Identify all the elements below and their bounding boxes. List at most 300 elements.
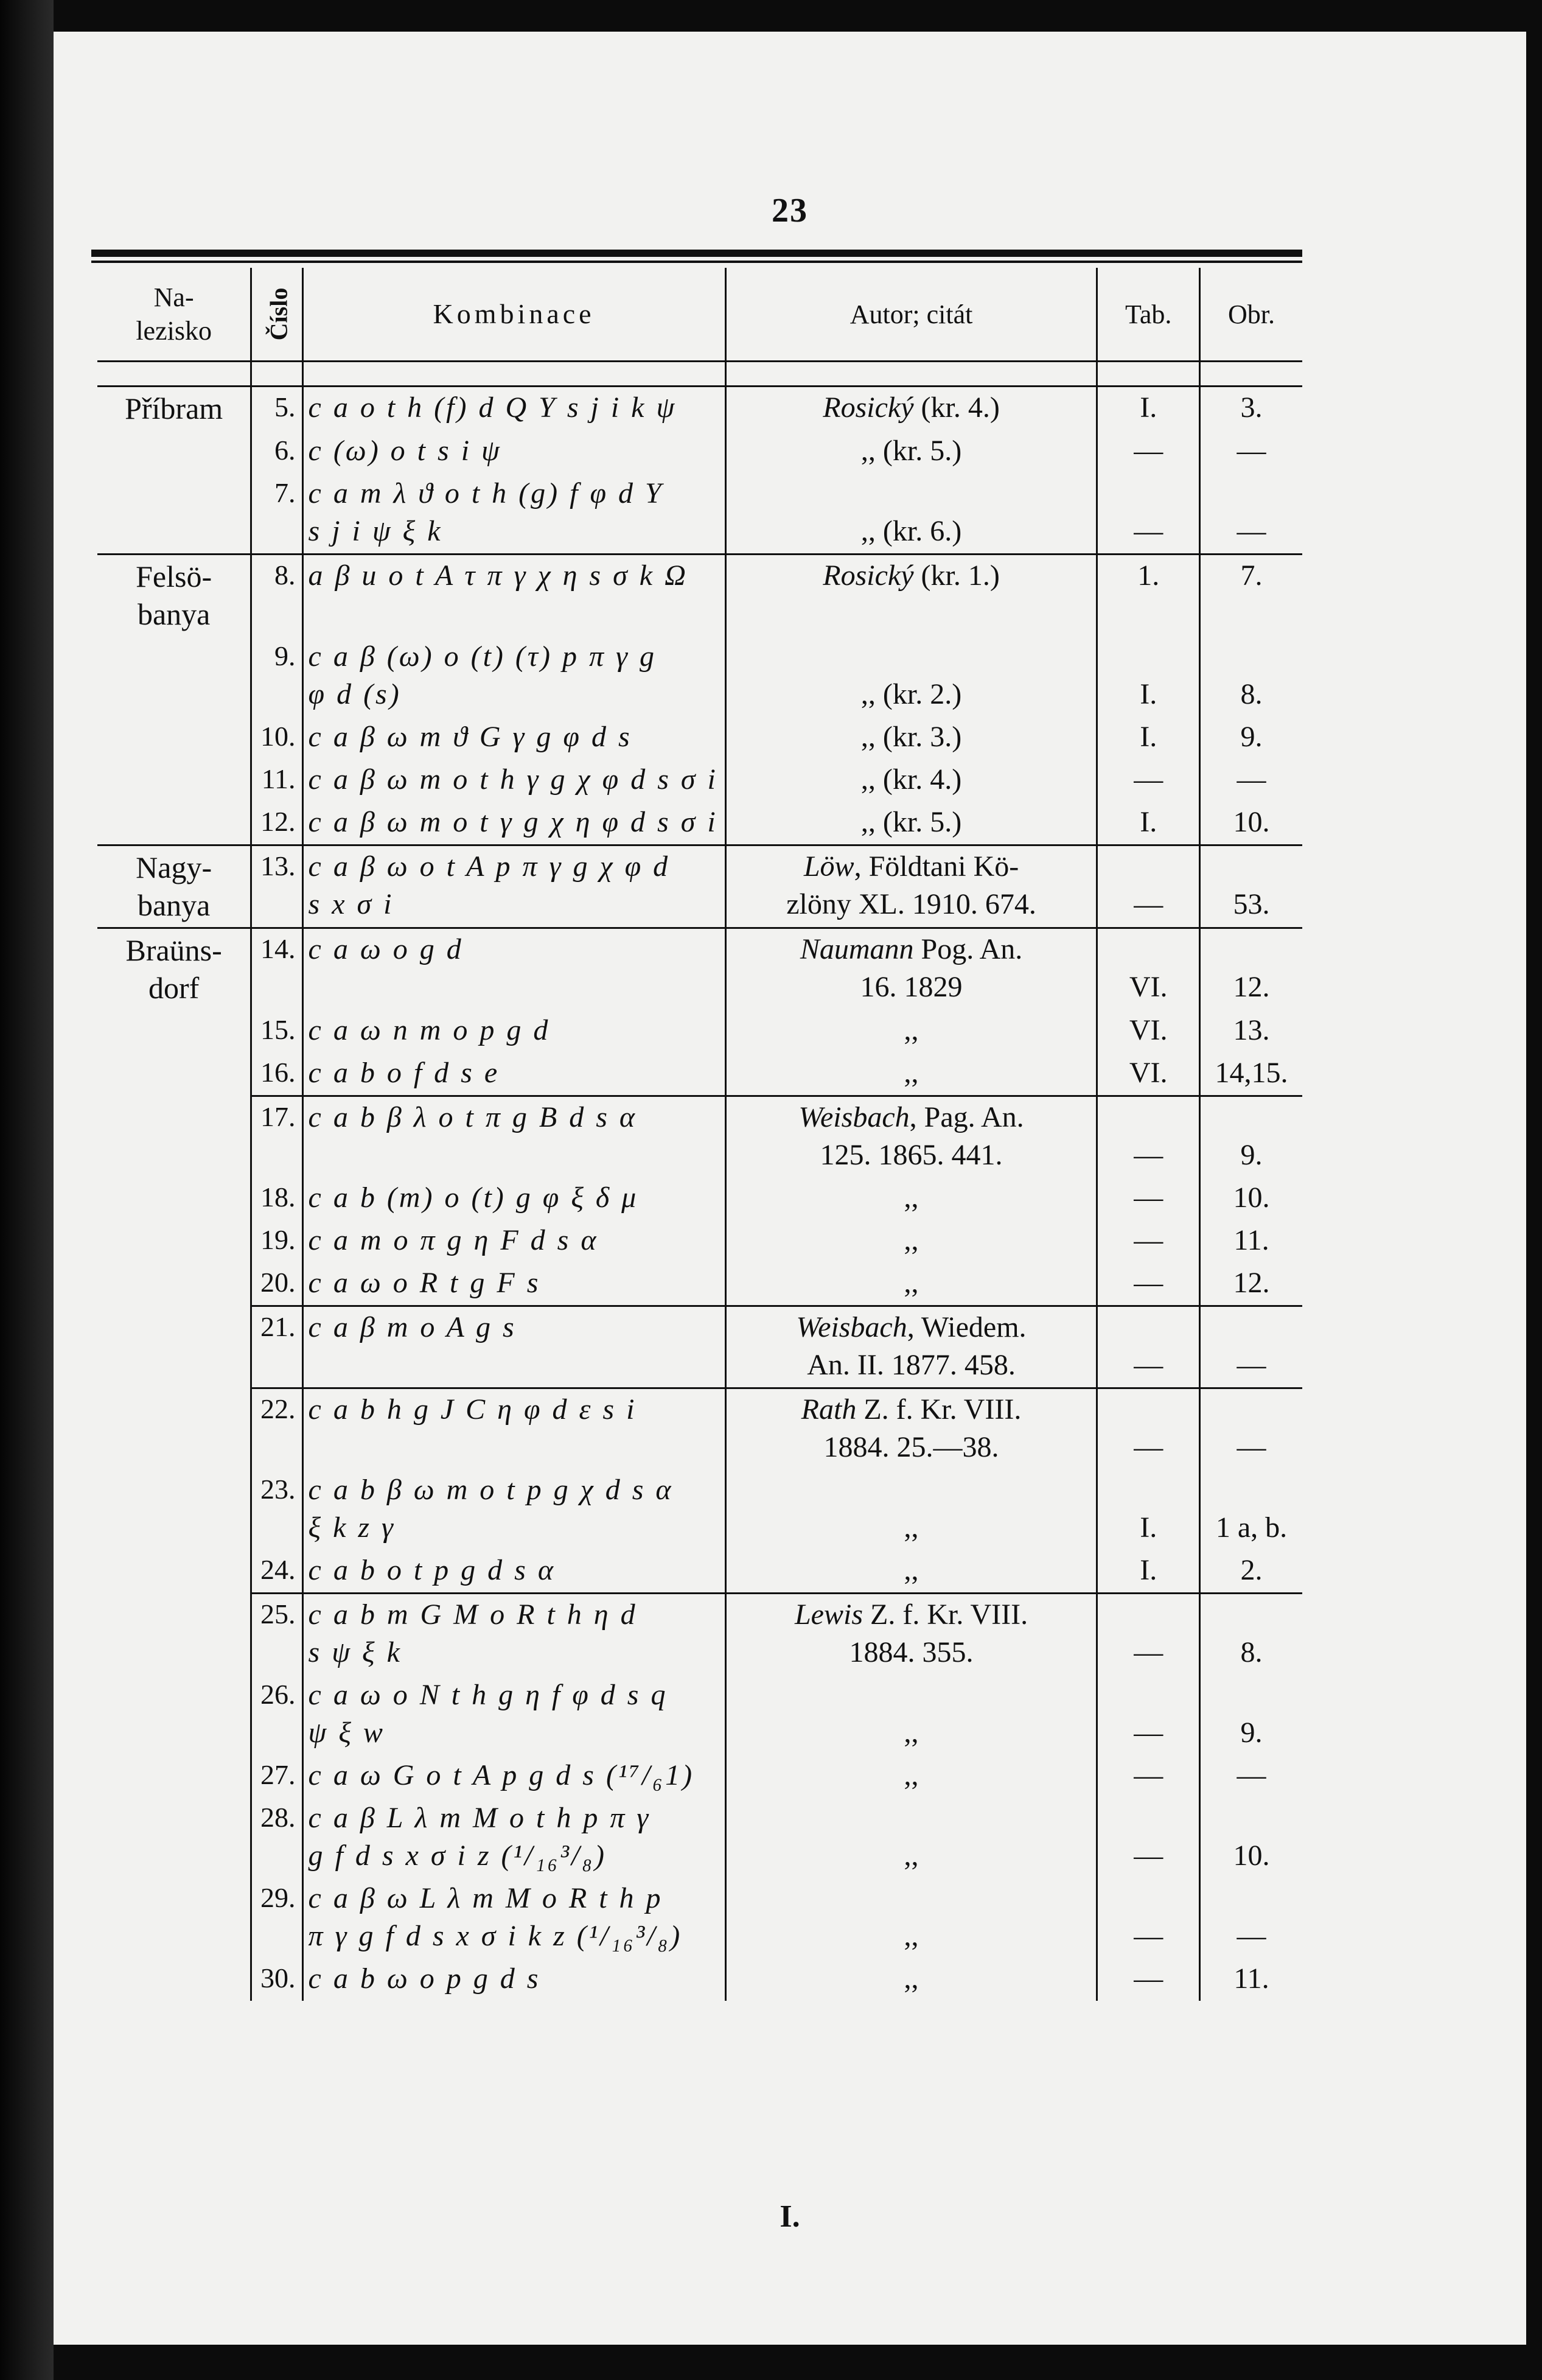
- row-number-line: [257, 1715, 295, 1752]
- combination-formula-line: c a b h g J C η φ d ε s i: [308, 1393, 637, 1426]
- author-citation: [725, 1878, 1097, 1958]
- row-number-line: [257, 676, 295, 714]
- author-citation: [725, 473, 1097, 555]
- combination-formula-line: [309, 1137, 720, 1175]
- figure-ref-line: [1205, 639, 1297, 676]
- author-citation-line: ,,: [904, 1553, 919, 1586]
- row-number: [251, 1878, 302, 1958]
- table-ref-line: —: [1134, 1223, 1163, 1256]
- top-rule: [91, 250, 1302, 257]
- combination-formula-line: c a β ω m o t γ g χ η φ d s σ i: [308, 805, 718, 838]
- author-citation-line: Weisbach, Wiedem.: [796, 1311, 1027, 1343]
- author-citation-line: ,,: [904, 1839, 919, 1872]
- locality-cell: [97, 1052, 251, 1096]
- table-row: [97, 845, 1302, 928]
- table-row: [97, 1052, 1302, 1096]
- locality-cell: [97, 1878, 251, 1958]
- combination-formula-line: c a β (ω) o (t) (τ) p π γ g: [308, 640, 657, 673]
- combination-formula-line: φ d (s): [308, 677, 402, 710]
- locality-name: Nagy-: [136, 850, 212, 884]
- author-citation: [725, 928, 1097, 1010]
- table-ref-line: —: [1134, 1919, 1163, 1952]
- page-number: 23: [772, 192, 808, 229]
- author-citation-line: Rath Z. f. Kr. VIII.: [801, 1393, 1022, 1426]
- figure-ref: [1199, 1593, 1302, 1675]
- row-number-line: 29.: [260, 1881, 296, 1913]
- locality-cell: [97, 1550, 251, 1594]
- table-ref: [1097, 1797, 1200, 1878]
- table-row: [97, 1878, 1302, 1958]
- figure-ref-line: 9.: [1240, 720, 1263, 753]
- table-ref: [1097, 1675, 1200, 1755]
- table-ref: [1097, 1958, 1200, 2001]
- combination-formula-line: c a m λ ϑ o t h (g) f φ d Y: [308, 477, 664, 509]
- figure-ref-line: [1205, 1099, 1297, 1137]
- figure-ref-line: 10.: [1233, 805, 1270, 838]
- locality-cell: [97, 1220, 251, 1262]
- row-number: [251, 554, 302, 636]
- row-number-line: [257, 513, 295, 551]
- row-number-line: 21.: [260, 1311, 296, 1342]
- table-ref-line: 1.: [1137, 559, 1160, 592]
- table-row: [97, 1177, 1302, 1220]
- author-citation-line: [731, 639, 1092, 676]
- table-header-row: [97, 268, 1302, 362]
- table-ref: [1097, 1878, 1200, 1958]
- author-citation-line: ,, (kr. 5.): [860, 805, 962, 838]
- table-ref-line: —: [1134, 1636, 1163, 1668]
- table-row: [97, 1096, 1302, 1177]
- author-citation-line: ,, (kr. 3.): [860, 720, 962, 753]
- row-number-line: 6.: [274, 434, 296, 466]
- locality-cell: [97, 1469, 251, 1550]
- figure-ref: [1199, 1262, 1302, 1306]
- row-number: [251, 636, 302, 716]
- author-citation: [725, 1958, 1097, 2001]
- top-rule-thin: [91, 261, 1302, 263]
- figure-ref-line: —: [1237, 434, 1266, 467]
- row-number-line: [257, 1137, 295, 1175]
- figure-ref: [1199, 1388, 1302, 1469]
- table-ref: [1097, 928, 1200, 1010]
- combination-formula: [302, 1388, 725, 1469]
- figure-ref: [1199, 430, 1302, 473]
- author-citation: [725, 1797, 1097, 1878]
- figure-ref: [1199, 716, 1302, 759]
- row-number: [251, 802, 302, 845]
- row-number-line: 24.: [260, 1553, 296, 1585]
- author-citation: [725, 1096, 1097, 1177]
- author-citation: [725, 1306, 1097, 1388]
- figure-ref: [1199, 554, 1302, 636]
- locality-cell: [97, 387, 251, 430]
- combination-formula: [302, 1755, 725, 1797]
- figure-ref-line: [1205, 1880, 1297, 1918]
- combination-formula-line: c a b ω o p g d s: [308, 1962, 541, 1995]
- author-citation-line: ,,: [904, 1266, 919, 1299]
- row-number-line: 22.: [260, 1393, 296, 1424]
- figure-ref: [1199, 1177, 1302, 1220]
- table-ref-line: I.: [1140, 805, 1157, 838]
- author-citation: [725, 430, 1097, 473]
- figure-ref-line: —: [1237, 1759, 1266, 1791]
- header-locality: Na- lezisko: [97, 268, 251, 362]
- figure-ref-line: 10.: [1233, 1839, 1270, 1872]
- locality-cell: [97, 554, 251, 636]
- table-ref: [1097, 845, 1200, 928]
- figure-ref: [1199, 1096, 1302, 1177]
- figure-ref: [1199, 636, 1302, 716]
- figure-ref-line: —: [1237, 1430, 1266, 1463]
- combination-formula-line: c a ω n m o p g d: [308, 1013, 551, 1046]
- author-citation: [725, 1262, 1097, 1306]
- combinations-table: [97, 268, 1302, 2001]
- author-citation: [725, 716, 1097, 759]
- figure-ref: [1199, 759, 1302, 802]
- figure-ref: [1199, 1675, 1302, 1755]
- combination-formula-line: c a β ω m o t h γ g χ φ d s σ i: [308, 763, 718, 796]
- table-ref: [1097, 1469, 1200, 1550]
- author-citation-line: ,,: [904, 1223, 919, 1256]
- combination-formula: [302, 845, 725, 928]
- table-ref-line: [1103, 1472, 1194, 1510]
- table-ref: [1097, 1306, 1200, 1388]
- author-citation: [725, 1052, 1097, 1096]
- signature-mark: I.: [780, 2199, 800, 2234]
- author-citation: [725, 759, 1097, 802]
- table-row: [97, 1388, 1302, 1469]
- combination-formula-line: a β u o t A τ π γ χ η s σ k Ω: [308, 559, 688, 592]
- combination-formula-line: c a ω o R t g F s: [308, 1266, 541, 1299]
- author-citation-line: 1884. 25.—38.: [823, 1430, 999, 1463]
- table-row: [97, 759, 1302, 802]
- combination-formula: [302, 1096, 725, 1177]
- table-body: [97, 387, 1302, 2001]
- locality-cell: [97, 1262, 251, 1306]
- combination-formula: [302, 1177, 725, 1220]
- author-citation-line: ,,: [904, 1511, 919, 1544]
- figure-ref-line: 11.: [1233, 1962, 1269, 1995]
- figure-ref: [1199, 1755, 1302, 1797]
- table-ref: [1097, 387, 1200, 430]
- locality-name: dorf: [148, 971, 200, 1005]
- figure-ref-line: 7.: [1240, 559, 1263, 592]
- row-number: [251, 1469, 302, 1550]
- author-citation: [725, 1177, 1097, 1220]
- row-number: [251, 716, 302, 759]
- row-number: [251, 1052, 302, 1096]
- combination-formula-line: c a m o π g η F d s α: [308, 1223, 599, 1256]
- figure-ref-line: [1205, 931, 1297, 969]
- table-row: [97, 1469, 1302, 1550]
- figure-ref-line: 12.: [1233, 970, 1270, 1003]
- table-ref: [1097, 1262, 1200, 1306]
- row-number: [251, 1755, 302, 1797]
- author-citation-line: Weisbach, Pag. An.: [798, 1101, 1024, 1133]
- table-ref: [1097, 1550, 1200, 1594]
- table-row: [97, 928, 1302, 1010]
- figure-ref: [1199, 845, 1302, 928]
- row-number-line: 19.: [260, 1223, 296, 1255]
- combination-formula-line: c a β ω o t A p π γ g χ φ d: [308, 850, 671, 883]
- combination-formula-line: π γ g f d s x σ i k z (¹/₁₆³/₈): [308, 1919, 683, 1952]
- header-tab: Tab.: [1097, 268, 1200, 362]
- figure-ref-line: —: [1237, 763, 1266, 796]
- combination-formula-line: c a b o t p g d s α: [308, 1553, 556, 1586]
- author-citation-line: [731, 475, 1092, 513]
- author-citation: [725, 802, 1097, 845]
- combination-formula: [302, 1878, 725, 1958]
- combination-formula-line: c a b o f d s e: [308, 1056, 500, 1089]
- row-number: [251, 1262, 302, 1306]
- table-row: [97, 1675, 1302, 1755]
- author-citation-line: ,, (kr. 5.): [860, 434, 962, 467]
- figure-ref-line: 12.: [1233, 1266, 1270, 1299]
- combination-formula: [302, 430, 725, 473]
- combination-formula-line: s j i ψ ξ k: [308, 514, 443, 547]
- table-ref: [1097, 473, 1200, 555]
- table-ref: [1097, 802, 1200, 845]
- table-row: [97, 430, 1302, 473]
- table-ref-line: —: [1134, 434, 1163, 467]
- figure-ref-line: 14,15.: [1215, 1056, 1288, 1089]
- row-number-line: 11.: [261, 763, 296, 794]
- locality-cell: [97, 473, 251, 555]
- figure-ref-line: 1 a, b.: [1215, 1511, 1288, 1544]
- author-citation: [725, 845, 1097, 928]
- table-ref: [1097, 636, 1200, 716]
- author-citation-line: 125. 1865. 441.: [820, 1138, 1003, 1171]
- row-number: [251, 430, 302, 473]
- locality-cell: [97, 845, 251, 928]
- figure-ref: [1199, 1878, 1302, 1958]
- figure-ref-line: 9.: [1240, 1138, 1263, 1171]
- row-number-line: 7.: [274, 477, 296, 508]
- table-ref-line: [1103, 475, 1194, 513]
- figure-ref: [1199, 1797, 1302, 1878]
- header-number: Číslo: [251, 268, 302, 362]
- table-ref-line: —: [1134, 1348, 1163, 1381]
- row-number-line: 15.: [260, 1013, 296, 1045]
- author-citation-line: ,, (kr. 2.): [860, 677, 962, 710]
- combination-formula-line: c a β L λ m M o t h p π γ: [308, 1801, 651, 1834]
- locality-cell: [97, 1675, 251, 1755]
- table-ref-line: [1103, 1391, 1194, 1429]
- table-ref-line: [1103, 1597, 1194, 1634]
- table-ref-line: —: [1134, 1181, 1163, 1214]
- combination-formula-line: s ψ ξ k: [308, 1636, 402, 1668]
- combinations-table-wrap: [97, 268, 1302, 2001]
- table-ref-line: [1103, 1800, 1194, 1838]
- figure-ref: [1199, 1052, 1302, 1096]
- figure-ref-line: [1205, 1800, 1297, 1838]
- row-number-line: 12.: [260, 805, 296, 837]
- locality-cell: [97, 1958, 251, 2001]
- row-number: [251, 1010, 302, 1052]
- row-number: [251, 759, 302, 802]
- table-ref-line: VI.: [1129, 1013, 1168, 1046]
- table-ref-line: —: [1134, 887, 1163, 920]
- figure-ref-line: [1205, 1597, 1297, 1634]
- table-ref: [1097, 1010, 1200, 1052]
- figure-ref: [1199, 802, 1302, 845]
- combination-formula: [302, 387, 725, 430]
- figure-ref: [1199, 473, 1302, 555]
- combination-formula: [302, 1469, 725, 1550]
- row-number: [251, 1220, 302, 1262]
- row-number-line: 10.: [260, 720, 296, 752]
- author-citation-line: ,,: [904, 1919, 919, 1952]
- author-citation-line: Löw, Földtani Kö-: [803, 850, 1019, 883]
- row-number-line: [257, 969, 295, 1007]
- combination-formula: [302, 1052, 725, 1096]
- table-ref-line: —: [1134, 1839, 1163, 1872]
- figure-ref-line: 13.: [1233, 1013, 1270, 1046]
- table-ref: [1097, 1096, 1200, 1177]
- author-citation-line: Lewis Z. f. Kr. VIII.: [794, 1598, 1028, 1631]
- row-number: [251, 1306, 302, 1388]
- author-citation: [725, 1550, 1097, 1594]
- locality-cell: [97, 928, 251, 1010]
- author-citation-line: 16. 1829: [860, 970, 963, 1003]
- combination-formula-line: c a β ω m ϑ G γ g φ d s: [308, 720, 632, 753]
- header-combination: Kombinace: [302, 268, 725, 362]
- author-citation: [725, 1675, 1097, 1755]
- author-citation-line: ,, (kr. 4.): [860, 763, 962, 796]
- row-number: [251, 1593, 302, 1675]
- combination-formula-line: c a b β λ o t π g B d s α: [308, 1101, 638, 1133]
- figure-ref-line: 9.: [1240, 1716, 1263, 1749]
- combination-formula: [302, 1675, 725, 1755]
- table-ref: [1097, 1220, 1200, 1262]
- table-ref-line: [1103, 1880, 1194, 1918]
- locality-cell: [97, 1388, 251, 1469]
- figure-ref: [1199, 1010, 1302, 1052]
- table-ref-line: [1103, 1099, 1194, 1137]
- figure-ref-line: [1205, 475, 1297, 513]
- row-number: [251, 1096, 302, 1177]
- combination-formula: [302, 1593, 725, 1675]
- table-ref-line: —: [1134, 1962, 1163, 1995]
- author-citation-line: An. II. 1877. 458.: [807, 1348, 1016, 1381]
- locality-name: Felsö-: [136, 559, 212, 593]
- table-ref: [1097, 430, 1200, 473]
- table-ref-line: VI.: [1129, 970, 1168, 1003]
- combination-formula-line: c a ω G o t A p g d s (¹⁷/₆1): [308, 1759, 695, 1791]
- table-ref-line: I.: [1140, 720, 1157, 753]
- author-citation-line: Rosický (kr. 4.): [823, 391, 1000, 424]
- combination-formula: [302, 1262, 725, 1306]
- figure-ref-line: 53.: [1233, 887, 1270, 920]
- table-ref-line: —: [1134, 1138, 1163, 1171]
- row-number-line: [257, 1510, 295, 1547]
- row-number: [251, 1550, 302, 1594]
- combination-formula: [302, 636, 725, 716]
- locality-cell: [97, 636, 251, 716]
- figure-ref: [1199, 1220, 1302, 1262]
- author-citation-line: [731, 1472, 1092, 1510]
- combination-formula-line: c a o t h (f) d Q Y s j i k ψ: [308, 391, 677, 424]
- combination-formula-line: c a β ω L λ m M o R t h p: [308, 1881, 663, 1914]
- figure-ref-line: [1205, 849, 1297, 886]
- figure-ref-line: 8.: [1240, 1636, 1263, 1668]
- locality-name: Příbram: [125, 391, 223, 425]
- author-citation-line: [731, 1880, 1092, 1918]
- author-citation-line: Naumann Pog. An.: [800, 933, 1023, 965]
- combination-formula: [302, 716, 725, 759]
- row-number-line: 16.: [260, 1056, 296, 1088]
- author-citation: [725, 387, 1097, 430]
- table-ref-line: —: [1134, 1266, 1163, 1299]
- row-number-line: 13.: [260, 850, 296, 881]
- table-row: [97, 1550, 1302, 1594]
- row-number-line: 17.: [260, 1101, 296, 1132]
- row-number: [251, 473, 302, 555]
- table-ref-line: I.: [1140, 677, 1157, 710]
- table-ref: [1097, 1388, 1200, 1469]
- author-citation: [725, 1220, 1097, 1262]
- author-citation: [725, 1469, 1097, 1550]
- table-ref: [1097, 1177, 1200, 1220]
- row-number-line: 25.: [260, 1598, 296, 1629]
- author-citation: [725, 1593, 1097, 1675]
- book-spine-shadow: [0, 0, 54, 2380]
- locality-cell: [97, 802, 251, 845]
- figure-ref-line: [1205, 1391, 1297, 1429]
- locality-name: banya: [137, 888, 211, 922]
- row-number-line: [257, 1634, 295, 1672]
- table-row: [97, 1306, 1302, 1388]
- combination-formula-line: c a b m G M o R t h η d: [308, 1598, 638, 1631]
- table-ref: [1097, 759, 1200, 802]
- table-ref-line: VI.: [1129, 1056, 1168, 1089]
- figure-ref: [1199, 1958, 1302, 2001]
- row-number-line: [257, 886, 295, 924]
- table-ref: [1097, 554, 1200, 636]
- author-citation-line: ,,: [904, 1716, 919, 1749]
- row-number-line: 26.: [260, 1678, 296, 1710]
- table-ref-line: —: [1134, 763, 1163, 796]
- figure-ref-line: 2.: [1240, 1553, 1263, 1586]
- table-ref: [1097, 716, 1200, 759]
- figure-ref: [1199, 387, 1302, 430]
- locality-name: banya: [137, 597, 211, 631]
- figure-ref: [1199, 1550, 1302, 1594]
- table-ref-line: [1103, 639, 1194, 676]
- row-number-line: 23.: [260, 1473, 296, 1505]
- combination-formula-line: ψ ξ w: [308, 1716, 385, 1749]
- row-number-line: [257, 1838, 295, 1875]
- author-citation: [725, 554, 1097, 636]
- row-number-line: 9.: [274, 640, 296, 671]
- combination-formula-line: s x σ i: [308, 887, 394, 920]
- author-citation: [725, 636, 1097, 716]
- row-number-line: [257, 1918, 295, 1956]
- combination-formula: [302, 1010, 725, 1052]
- row-number-line: 20.: [260, 1266, 296, 1298]
- figure-ref-line: 11.: [1233, 1223, 1269, 1256]
- combination-formula-line: [309, 1429, 720, 1467]
- row-number: [251, 928, 302, 1010]
- locality-cell: [97, 1306, 251, 1388]
- figure-ref-line: 8.: [1240, 677, 1263, 710]
- author-citation-line: ,,: [904, 1962, 919, 1995]
- row-number-line: 5.: [274, 391, 296, 422]
- combination-formula-line: c a ω o N t h g η f φ d s q: [308, 1678, 668, 1711]
- combination-formula: [302, 1797, 725, 1878]
- figure-ref: [1199, 1469, 1302, 1550]
- combination-formula-line: c (ω) o t s i ψ: [308, 434, 502, 467]
